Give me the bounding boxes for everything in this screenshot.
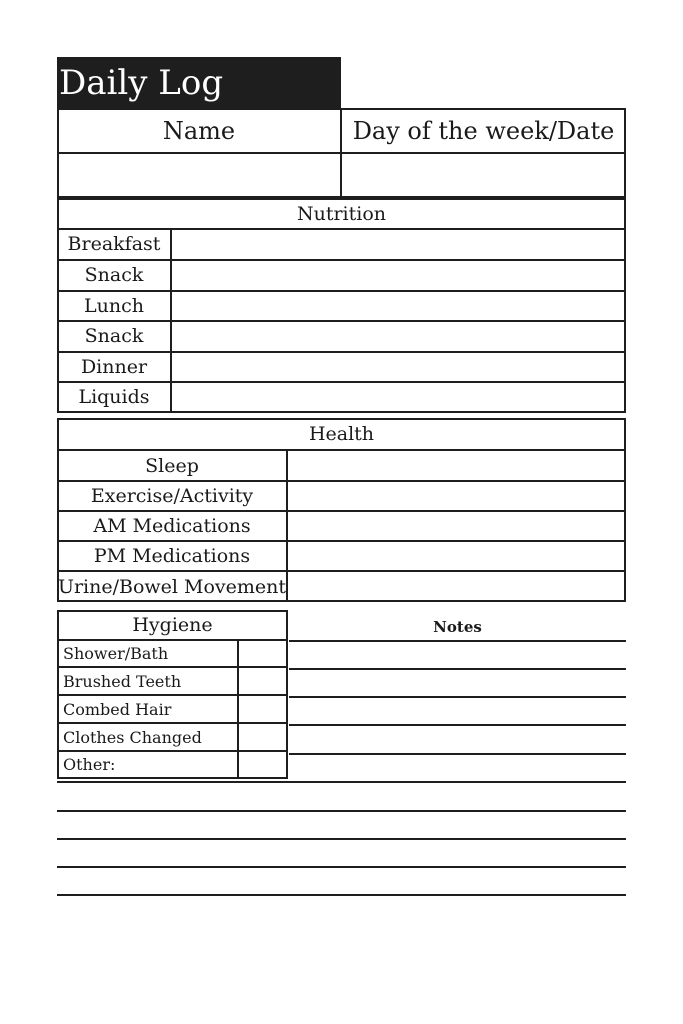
notes-line[interactable] — [57, 781, 626, 783]
health-field-am-medications[interactable] — [289, 512, 624, 540]
notes-line[interactable] — [289, 696, 626, 698]
nutrition-field-snack-2[interactable] — [173, 322, 624, 351]
hygiene-checkbox-clothes[interactable] — [240, 724, 286, 750]
notes-line[interactable] — [57, 866, 626, 868]
health-field-urine-bowel[interactable] — [289, 572, 624, 600]
nutrition-label-snack-2: Snack — [84, 325, 144, 347]
nutrition-field-liquids[interactable] — [173, 383, 624, 411]
hygiene-label-shower: Shower/Bath — [63, 644, 169, 663]
health-heading: Health — [308, 423, 375, 445]
name-field[interactable] — [59, 154, 339, 196]
nutrition-heading: Nutrition — [296, 202, 387, 225]
nutrition-field-dinner[interactable] — [173, 353, 624, 381]
hygiene-label-other: Other: — [63, 755, 116, 774]
notes-heading: Notes — [433, 618, 482, 636]
health-field-sleep[interactable] — [289, 451, 624, 480]
nutrition-label-liquids: Liquids — [78, 386, 150, 408]
divider — [237, 639, 239, 779]
health-label-am-medications: AM Medications — [93, 515, 251, 537]
nutrition-label-lunch: Lunch — [84, 295, 144, 317]
notes-line[interactable] — [57, 894, 626, 896]
nutrition-field-snack[interactable] — [173, 261, 624, 290]
nutrition-label-breakfast: Breakfast — [67, 233, 161, 255]
hygiene-checkbox-teeth[interactable] — [240, 668, 286, 694]
nutrition-field-breakfast[interactable] — [173, 230, 624, 259]
nutrition-label-snack: Snack — [84, 264, 144, 286]
notes-line[interactable] — [289, 640, 626, 642]
page-title: Daily Log — [57, 57, 341, 109]
hygiene-label-hair: Combed Hair — [63, 699, 172, 719]
hygiene-label-clothes: Clothes Changed — [63, 727, 202, 747]
health-label-urine-bowel: Urine/Bowel Movement — [57, 575, 287, 598]
notes-line[interactable] — [289, 724, 626, 726]
nutrition-field-lunch[interactable] — [173, 292, 624, 320]
notes-line[interactable] — [289, 753, 626, 755]
health-label-pm-medications: PM Medications — [93, 545, 251, 567]
nutrition-label-dinner: Dinner — [80, 356, 148, 378]
notes-line[interactable] — [57, 838, 626, 840]
health-label-sleep: Sleep — [145, 454, 199, 477]
date-label: Day of the week/Date — [352, 116, 615, 145]
health-field-pm-medications[interactable] — [289, 542, 624, 570]
date-field[interactable] — [343, 154, 624, 196]
notes-line[interactable] — [57, 810, 626, 812]
health-label-exercise: Exercise/Activity — [90, 485, 254, 507]
health-field-exercise[interactable] — [289, 482, 624, 510]
hygiene-checkbox-shower[interactable] — [240, 641, 286, 666]
hygiene-heading: Hygiene — [132, 614, 213, 636]
notes-line[interactable] — [289, 668, 626, 670]
hygiene-label-teeth: Brushed Teeth — [63, 671, 182, 691]
hygiene-checkbox-other[interactable] — [240, 752, 286, 777]
name-label: Name — [162, 116, 236, 145]
hygiene-checkbox-hair[interactable] — [240, 696, 286, 722]
